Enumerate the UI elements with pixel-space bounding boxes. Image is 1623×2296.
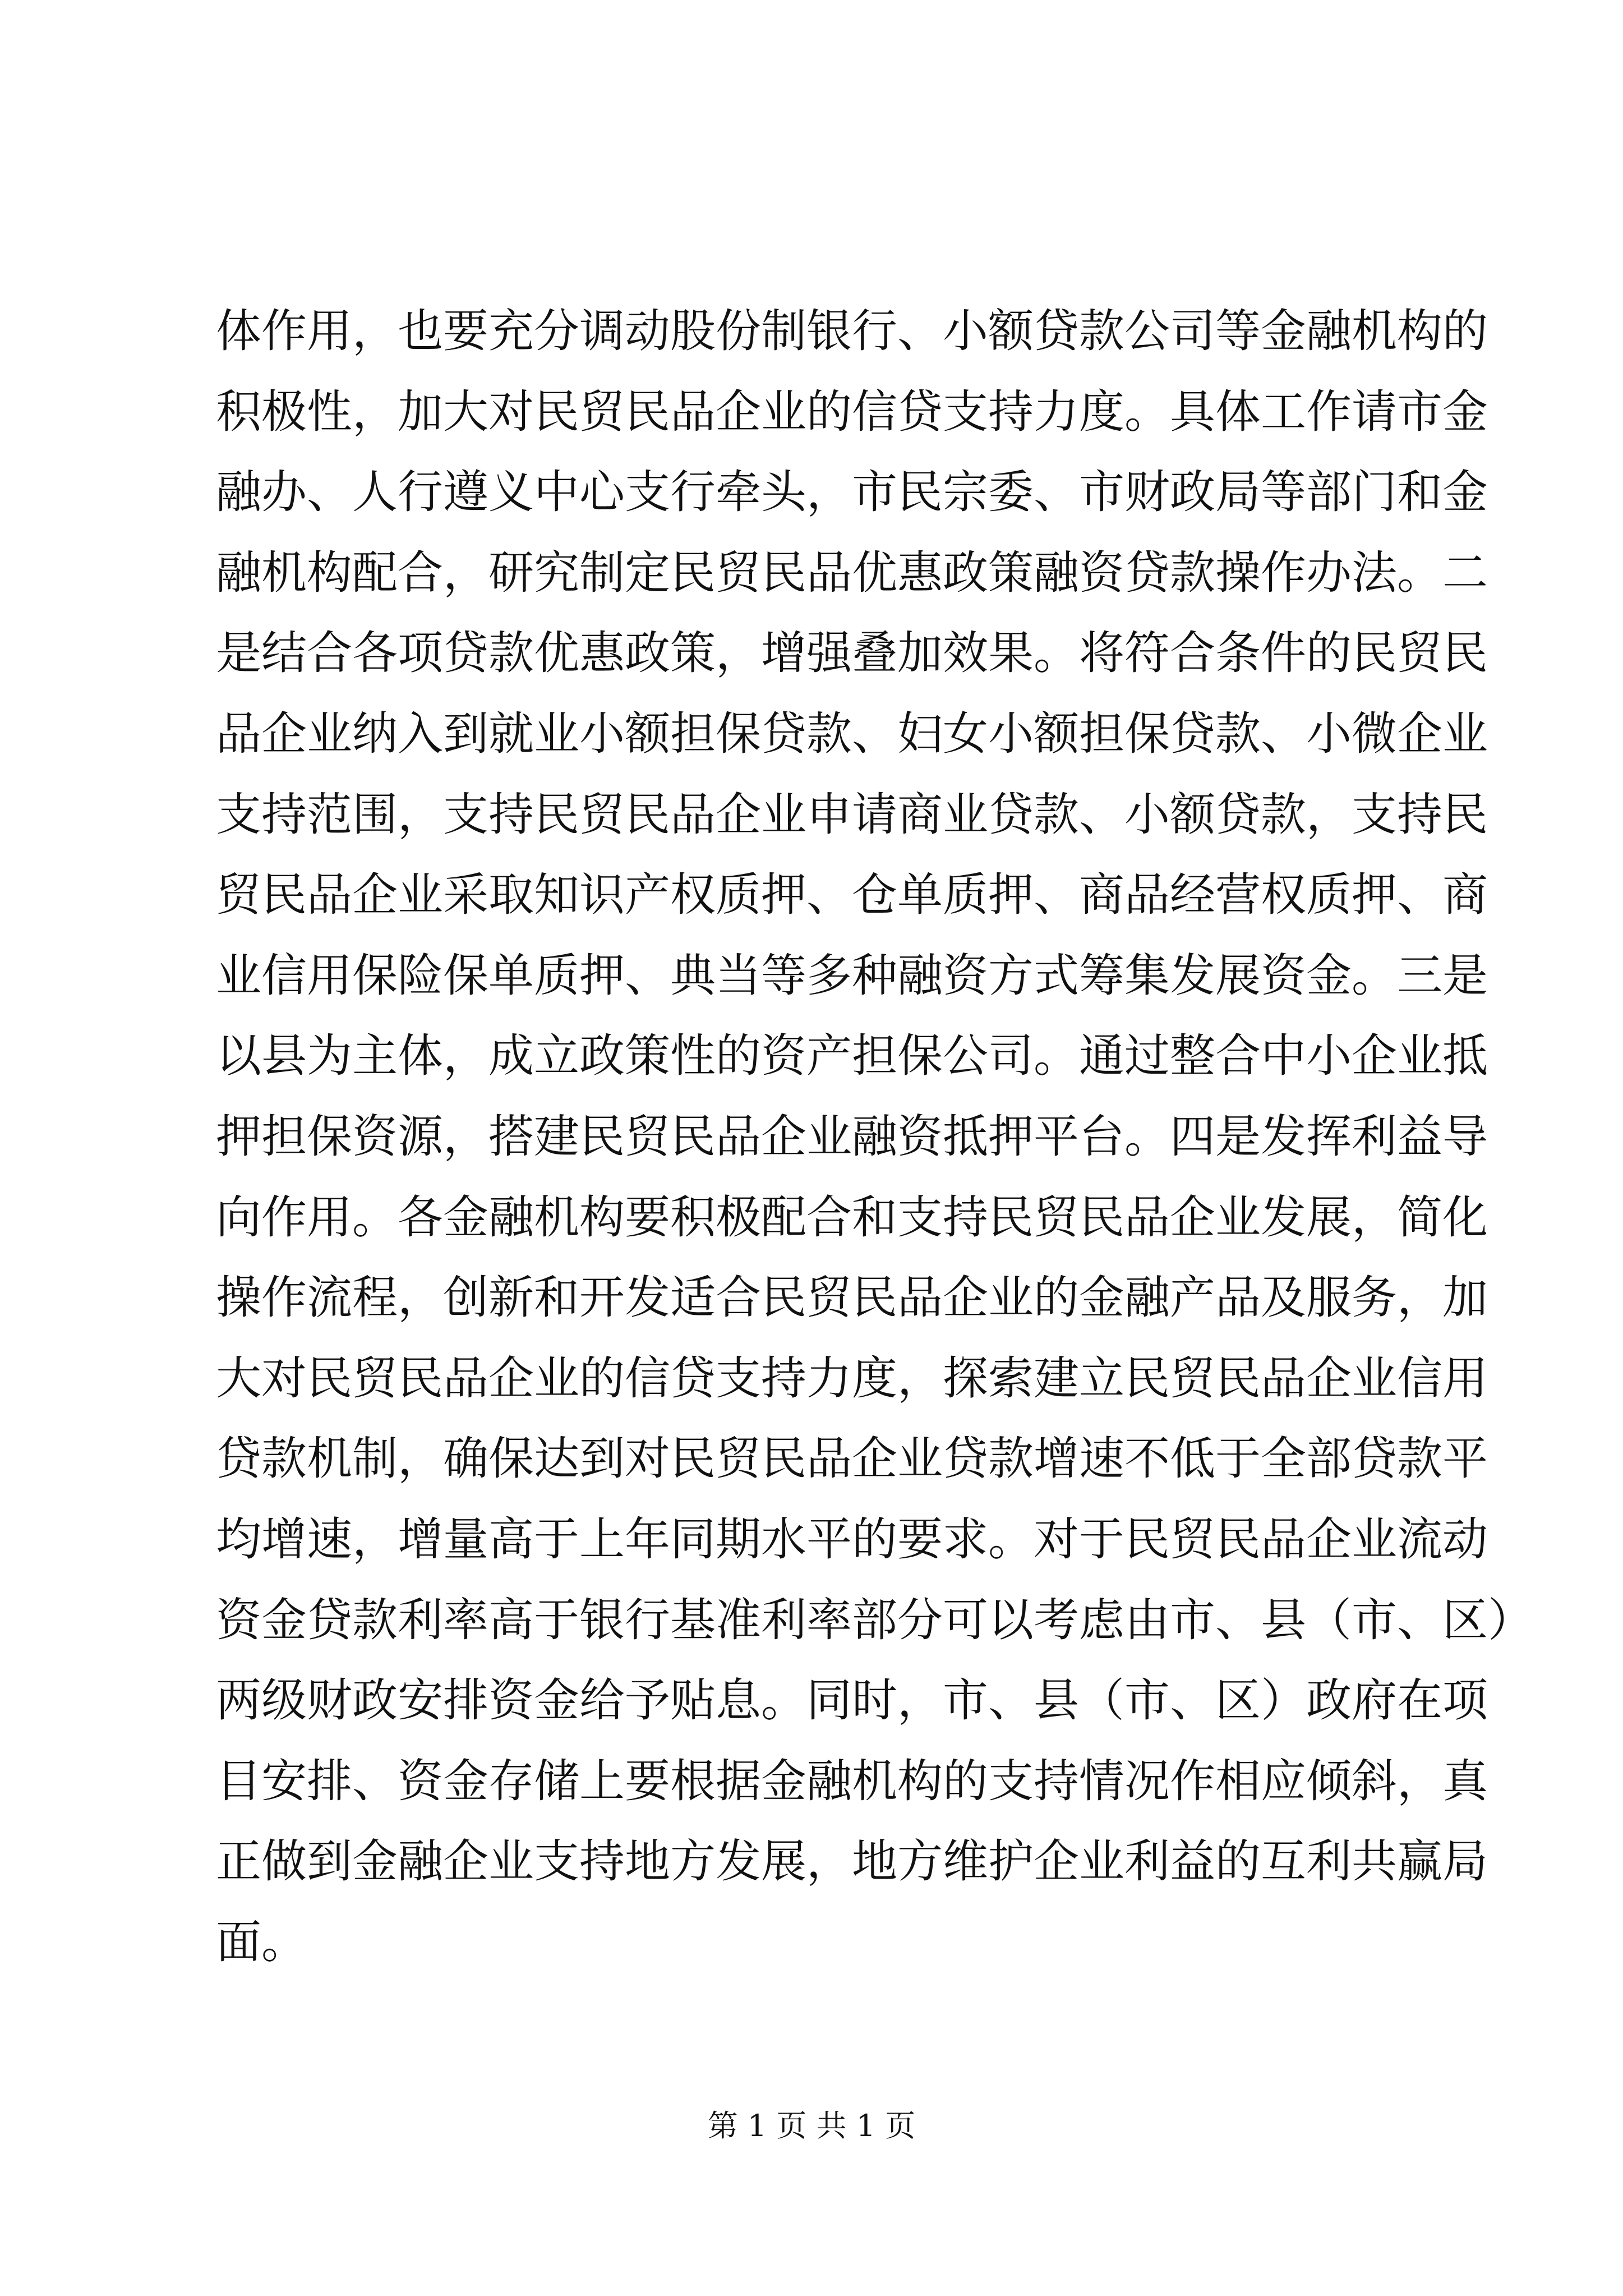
text-line: 积极性，加大对民贸民品企业的信贷支持力度。具体工作请市金 xyxy=(216,385,1488,439)
text-line: 贸民品企业采取知识产权质押、仓单质押、商品经营权质押、商 xyxy=(216,869,1488,922)
text-line: 大对民贸民品企业的信贷支持力度，探索建立民贸民品企业信用 xyxy=(216,1352,1488,1405)
text-line: 面。 xyxy=(216,1916,307,1969)
text-line: 业信用保险保单质押、典当等多种融资方式筹集发展资金。三是 xyxy=(216,949,1488,1002)
text-line: 向作用。各金融机构要积极配合和支持民贸民品企业发展，简化 xyxy=(216,1191,1488,1244)
text-line: 融机构配合，研究制定民贸民品优惠政策融资贷款操作办法。二 xyxy=(216,546,1488,600)
text-line: 两级财政安排资金给予贴息。同时，市、县（市、区）政府在项 xyxy=(216,1674,1488,1728)
text-line: 资金贷款利率高于银行基准利率部分可以考虑由市、县（市、区） xyxy=(216,1594,1534,1647)
text-line: 贷款机制，确保达到对民贸民品企业贷款增速不低于全部贷款平 xyxy=(216,1433,1488,1486)
text-line: 融办、人行遵义中心支行牵头，市民宗委、市财政局等部门和金 xyxy=(216,466,1488,519)
text-line: 押担保资源，搭建民贸民品企业融资抵押平台。四是发挥利益导 xyxy=(216,1110,1488,1163)
text-line: 正做到金融企业支持地方发展，地方维护企业利益的互利共赢局 xyxy=(216,1835,1488,1889)
text-line: 体作用，也要充分调动股份制银行、小额贷款公司等金融机构的 xyxy=(216,305,1488,358)
text-line: 支持范围，支持民贸民品企业申请商业贷款、小额贷款，支持民 xyxy=(216,788,1488,841)
text-line: 均增速，增量高于上年同期水平的要求。对于民贸民品企业流动 xyxy=(216,1513,1488,1566)
body-paragraph xyxy=(216,292,1534,1983)
text-line: 操作流程，创新和开发适合民贸民品企业的金融产品及服务，加 xyxy=(216,1272,1488,1325)
page-number-footer: 第 1 页 共 1 页 xyxy=(707,2108,916,2143)
text-line: 品企业纳入到就业小额担保贷款、妇女小额担保贷款、小微企业 xyxy=(216,707,1488,761)
text-line: 目安排、资金存储上要根据金融机构的支持情况作相应倾斜，真 xyxy=(216,1755,1488,1808)
text-line: 以县为主体，成立政策性的资产担保公司。通过整合中小企业抵 xyxy=(216,1030,1488,1083)
text-line: 是结合各项贷款优惠政策，增强叠加效果。将符合条件的民贸民 xyxy=(216,627,1488,680)
